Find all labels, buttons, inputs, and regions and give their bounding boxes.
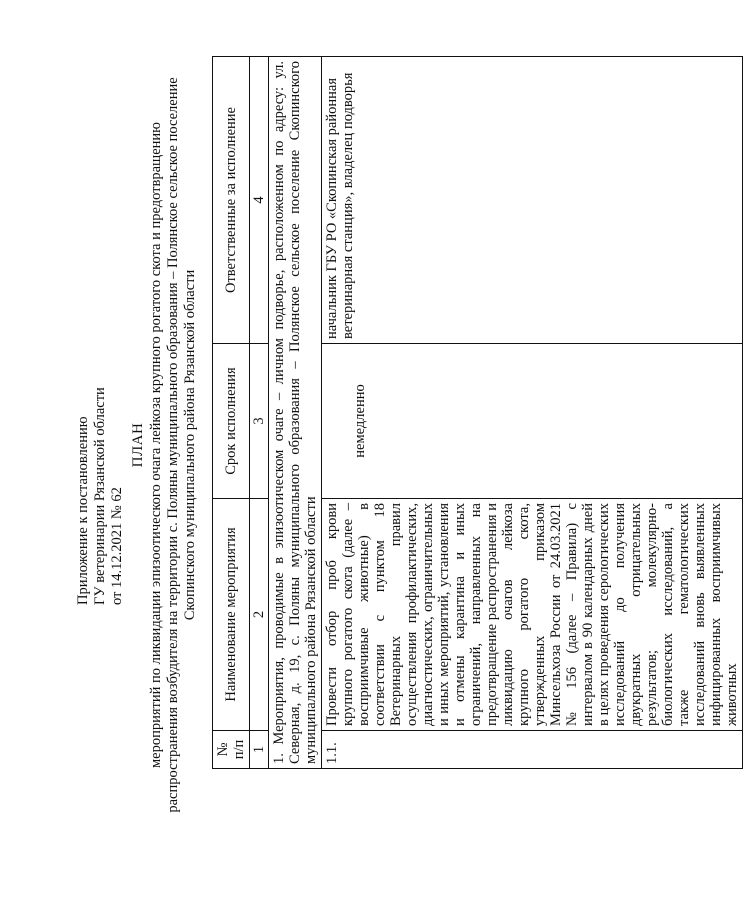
appendix-line: от 14.12.2021 № 62 bbox=[109, 487, 125, 605]
row-measure: Провести отбор проб крови крупного рогатого скота (далее – восприимчивые животные) в соответствии с пунктом 18 Ветеринарных правил осуществления профилактических, диагностических, ограничительных и иных мероприятий, установления и отмены карантина и иных ограничений, направленных на предотвращение распространения и ликвидацию очагов лейкоза крупного рогатого скота, утвержденных приказом Минсельхоза России от 24.03.2021 № 156 (далее – Правила) с интервалом в 90 календарных дней в целях проведения серологических исследований до получения двукратных отрицательных результатов; молекулярно-биологических исследований, а также гематологических исследований вновь выявленных инфицированных восприимчивых животных bbox=[322, 499, 743, 731]
title-line: Скопинского муниципального района Рязанской области bbox=[182, 269, 198, 621]
appendix-block bbox=[75, 245, 126, 605]
column-number: 1 bbox=[250, 731, 269, 769]
header-resp: Ответственные за исполнение bbox=[213, 57, 250, 344]
plan-table bbox=[212, 56, 743, 769]
column-number: 4 bbox=[250, 57, 269, 344]
section-text: 1. Мероприятия, проводимые в эпизоотическом очаге – личном подворье, расположенном по адресу: ул. Северная, д. 19, с. Поляны муниципального образования – Полянское сельское поселение Скопинского муниципального района Рязанской области bbox=[269, 57, 322, 769]
title-line: распространения возбудителя на территории с. Поляны муниципального образования – Полянское сельское поселение bbox=[165, 77, 181, 813]
header-num: № п/п bbox=[213, 731, 250, 769]
title-line: мероприятий по ликвидации эпизоотического очага лейкоза крупного рогатого скота и предотвращению bbox=[148, 122, 164, 768]
appendix-line: Приложение к постановлению bbox=[75, 416, 91, 605]
appendix-line: ГУ ветеринарии Рязанской области bbox=[92, 387, 108, 605]
plan-heading: ПЛАН bbox=[130, 422, 146, 468]
header-term: Срок исполнения bbox=[213, 344, 250, 499]
row-num: 1.1. bbox=[322, 731, 743, 769]
document-title bbox=[130, 45, 199, 845]
column-number: 2 bbox=[250, 499, 269, 731]
section-row bbox=[269, 57, 322, 769]
row-term: немедленно bbox=[322, 344, 743, 499]
row-responsible: начальник ГБУ РО «Скопинская районная ветеринарная станция», владелец подворья bbox=[322, 57, 743, 344]
column-number-row bbox=[250, 57, 269, 769]
table-header-row bbox=[213, 57, 250, 769]
column-number: 3 bbox=[250, 344, 269, 499]
header-name: Наименование мероприятия bbox=[213, 499, 250, 731]
table-row bbox=[322, 57, 743, 769]
